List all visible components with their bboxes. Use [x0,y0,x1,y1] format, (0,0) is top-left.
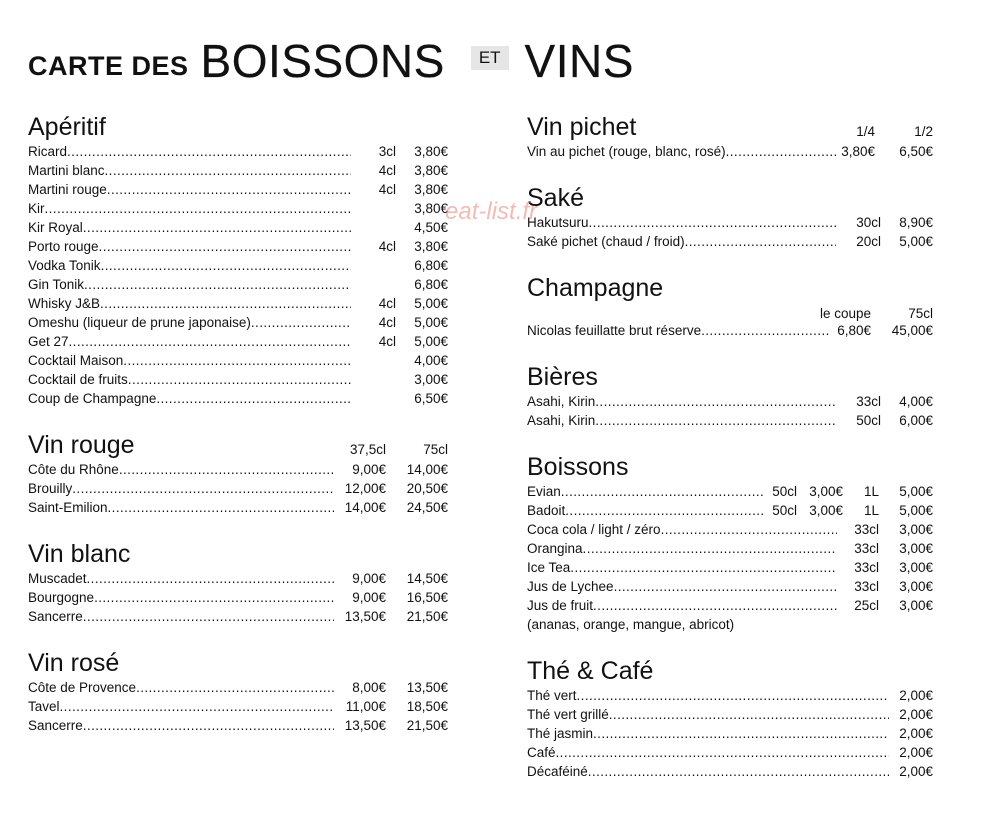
item-name: Tavel [28,699,60,714]
dot-leader [83,716,334,735]
section-header [527,652,933,686]
section-title: Champagne [527,274,664,302]
section-header [527,448,933,482]
menu-item [527,596,933,615]
menu-item [28,498,448,517]
item-price: 2,00€ [899,764,933,779]
item-name: Martini blanc [28,163,105,178]
section-header [527,179,933,213]
menu-item [28,351,448,370]
dot-leader [609,705,889,724]
item-price: 9,00€ [352,590,386,605]
menu-item [527,539,933,558]
section-sake [527,179,933,251]
item-name: Nicolas feuillatte brut réserve [527,323,702,338]
dot-leader [84,275,351,294]
dot-leader [72,479,334,498]
menu-item [28,275,448,294]
menu-item [527,705,933,724]
item-price: 4,00€ [899,394,933,409]
item-price: 14,00€ [406,462,448,477]
menu-item [527,558,933,577]
item-volume: 4cl [378,239,396,254]
dot-leader [577,686,889,705]
item-price: 21,50€ [406,609,448,624]
item-price: 2,00€ [899,745,933,760]
item-name: Sancerre [28,609,83,624]
menu-item [28,370,448,389]
item-name: Omeshu (liqueur de prune japonaise) [28,315,251,330]
item-price: 2,00€ [899,707,933,722]
menu-item [527,520,933,539]
section-title: Saké [527,184,584,212]
item-name: Côte du Rhône [28,462,119,477]
dot-leader [108,498,334,517]
item-name: Martini rouge [28,182,107,197]
menu-item [28,142,448,161]
dot-leader [593,596,837,615]
item-price: 16,50€ [406,590,448,605]
dot-leader [251,313,351,332]
item-price: 24,50€ [406,500,448,515]
item-name: Vin au pichet (rouge, blanc, rosé) [527,144,726,159]
item-price: 2,00€ [899,726,933,741]
item-name: Cocktail de fruits [28,372,128,387]
dot-leader [119,460,334,479]
item-name: Décaféiné [527,764,588,779]
item-name: Ricard [28,144,68,159]
section-title: Vin rosé [28,649,120,677]
menu-item [28,697,448,716]
size-header: 75cl [908,306,933,321]
item-volume: 50cl [772,503,797,518]
item-name: Jus de Lychee [527,579,614,594]
menu-item [28,294,448,313]
menu-item [28,332,448,351]
item-volume: 1L [863,484,879,499]
item-name: Get 27 [28,334,69,349]
section-title: Thé & Café [527,657,654,685]
dot-leader [123,351,351,370]
item-name: Café [527,745,556,760]
section-aperitif [28,108,448,408]
item-price: 3,00€ [414,372,448,387]
item-price: 9,00€ [352,571,386,586]
section-header [527,269,933,303]
title-et-badge: ET [471,46,509,70]
item-price: 3,00€ [899,598,933,613]
section-header [527,358,933,392]
item-volume: 4cl [378,315,396,330]
dot-leader [556,743,889,762]
section-title: Vin pichet [527,113,637,141]
dot-leader [661,520,837,539]
dot-leader [105,161,351,180]
section-title: Vin rouge [28,431,135,459]
item-name: Asahi, Kirin [527,394,596,409]
size-header: 75cl [423,441,448,457]
item-price: 13,50€ [344,718,386,733]
dot-leader [595,392,836,411]
item-price: 18,50€ [406,699,448,714]
item-price: 6,80€ [414,277,448,292]
watermark: eat-list.fr [445,198,538,225]
item-name: Gin Tonik [28,277,85,292]
size-header: 1/2 [914,123,933,139]
menu-item [28,716,448,735]
section-vin-rouge [28,426,448,517]
item-name: Cocktail Maison [28,353,124,368]
item-price: 3,00€ [809,484,843,499]
item-price: 3,00€ [899,560,933,575]
item-price: 8,00€ [352,680,386,695]
item-name: Coup de Champagne [28,391,157,406]
menu-item [527,577,933,596]
menu-item [28,199,448,218]
dot-leader [94,588,334,607]
menu-item [28,678,448,697]
dot-leader [570,558,837,577]
menu-title [28,34,634,87]
section-header [28,535,448,569]
dot-leader [583,539,837,558]
item-price: 11,00€ [345,699,386,714]
menu-item [527,321,933,340]
menu-item [527,142,933,161]
dot-leader [60,697,334,716]
section-vin-blanc [28,535,448,626]
item-price: 3,80€ [414,239,448,254]
section-title: Apéritif [28,113,106,141]
dot-leader [128,370,351,389]
menu-item [28,607,448,626]
item-price: 3,00€ [809,503,843,518]
size-header: 37,5cl [349,441,386,457]
menu-item [28,161,448,180]
menu-item [28,237,448,256]
title-bold: CARTE DES [28,51,189,81]
menu-item [28,180,448,199]
item-name: Saint-Emilion [28,500,108,515]
menu-item [28,460,448,479]
item-volume: 3cl [378,144,396,159]
dot-leader [69,332,351,351]
item-name: Brouilly [28,481,73,496]
item-volume: 33cl [856,394,881,409]
item-price: 14,50€ [406,571,448,586]
item-price: 4,50€ [414,220,448,235]
section-title: Bières [527,363,598,391]
dot-leader [45,199,352,218]
size-subheader [527,303,933,321]
dot-leader [99,237,351,256]
section-boissons [527,448,933,634]
menu-item [28,256,448,275]
item-volume: 30cl [856,215,881,230]
right-column [527,108,933,799]
item-name: Badoit [527,503,566,518]
dot-leader [588,762,889,781]
section-header [28,644,448,678]
dot-leader [701,321,831,340]
item-price: 45,00€ [891,323,933,338]
section-vin-pichet [527,108,933,161]
item-price: 13,50€ [406,680,448,695]
menu-item [28,218,448,237]
menu-item [527,762,933,781]
item-volume: 4cl [378,163,396,178]
menu-item [28,569,448,588]
menu-item [527,743,933,762]
section-vin-rose [28,644,448,735]
dot-leader [589,213,836,232]
item-name: Muscadet [28,571,87,586]
item-price: 5,00€ [414,296,448,311]
item-price: 3,00€ [899,579,933,594]
item-name: Thé vert grillé [527,707,609,722]
item-price: 5,00€ [414,315,448,330]
item-volume: 4cl [378,334,396,349]
menu-item [527,232,933,251]
item-price: 4,00€ [414,353,448,368]
item-name: Hakutsuru [527,215,589,230]
item-volume: 50cl [772,484,797,499]
menu-item [527,724,933,743]
dot-leader [685,232,836,251]
item-price: 9,00€ [352,462,386,477]
item-price: 5,00€ [899,503,933,518]
title-vins: VINS [524,35,634,87]
menu-item [527,501,933,520]
menu-item [28,313,448,332]
item-name: Thé vert [527,688,577,703]
left-column [28,108,448,753]
item-volume: 4cl [378,182,396,197]
item-name: Vodka Tonik [28,258,101,273]
section-bieres [527,358,933,430]
size-header: 1/4 [856,123,875,139]
item-name: Orangina [527,541,583,556]
dot-leader [726,142,837,161]
item-name: Jus de fruit [527,598,594,613]
item-price: 5,00€ [899,234,933,249]
title-boissons: BOISSONS [200,35,445,87]
item-name: Kir [28,201,45,216]
menu-item [28,588,448,607]
menu-item [527,392,933,411]
item-volume: 50cl [856,413,881,428]
item-price: 6,80€ [414,258,448,273]
section-header [28,108,448,142]
dot-leader [83,218,351,237]
item-price: 20,50€ [406,481,448,496]
item-price: 5,00€ [899,484,933,499]
section-header [28,426,448,460]
menu-item [527,686,933,705]
dot-leader [107,180,351,199]
dot-leader [565,501,763,520]
item-name: Thé jasmin [527,726,594,741]
item-price: 6,80€ [837,323,871,338]
item-name: Whisky J&B [28,296,101,311]
item-price: 2,00€ [899,688,933,703]
size-header: le coupe [819,306,871,321]
item-volume: 20cl [856,234,881,249]
item-name: Porto rouge [28,239,99,254]
item-name: Coca cola / light / zéro [527,522,661,537]
item-name: Bourgogne [28,590,95,605]
item-name: Asahi, Kirin [527,413,596,428]
item-name: Kir Royal [28,220,83,235]
item-volume: 33cl [854,522,879,537]
item-price: 5,00€ [414,334,448,349]
item-price: 12,00€ [344,481,386,496]
item-price: 3,80€ [414,201,448,216]
item-price: 13,50€ [344,609,386,624]
item-volume: 33cl [854,541,879,556]
menu-item [527,411,933,430]
dot-leader [87,569,334,588]
menu-item [527,213,933,232]
item-price: 21,50€ [406,718,448,733]
item-price: 6,00€ [899,413,933,428]
menu-item [28,479,448,498]
item-price: 3,80€ [841,144,875,159]
item-volume: 33cl [854,560,879,575]
section-title: Vin blanc [28,540,131,568]
section-header [527,108,933,142]
dot-leader [593,724,889,743]
item-name: Saké pichet (chaud / froid) [527,234,685,249]
dot-leader [67,142,351,161]
item-name: Evian [527,484,561,499]
item-name: Sancerre [28,718,83,733]
dot-leader [136,678,334,697]
item-volume: 25cl [854,598,879,613]
section-note: (ananas, orange, mangue, abricot) [527,617,735,632]
item-price: 3,00€ [899,522,933,537]
item-volume: 4cl [378,296,396,311]
item-name: Ice Tea [527,560,571,575]
item-price: 3,80€ [414,163,448,178]
menu-item [28,389,448,408]
item-name: Côte de Provence [28,680,137,695]
dot-leader [614,577,837,596]
section-the-cafe [527,652,933,781]
section-title: Boissons [527,453,629,481]
item-price: 3,80€ [414,144,448,159]
item-volume: 33cl [854,579,879,594]
dot-leader [83,607,334,626]
item-price: 3,00€ [899,541,933,556]
item-volume: 1L [863,503,879,518]
dot-leader [101,256,351,275]
dot-leader [100,294,351,313]
dot-leader [156,389,351,408]
item-price: 8,90€ [899,215,933,230]
menu-item [527,482,933,501]
item-price: 6,50€ [899,144,933,159]
dot-leader [595,411,836,430]
item-price: 3,80€ [414,182,448,197]
dot-leader [561,482,763,501]
item-price: 14,00€ [344,500,386,515]
section-champagne [527,269,933,340]
item-price: 6,50€ [414,391,448,406]
